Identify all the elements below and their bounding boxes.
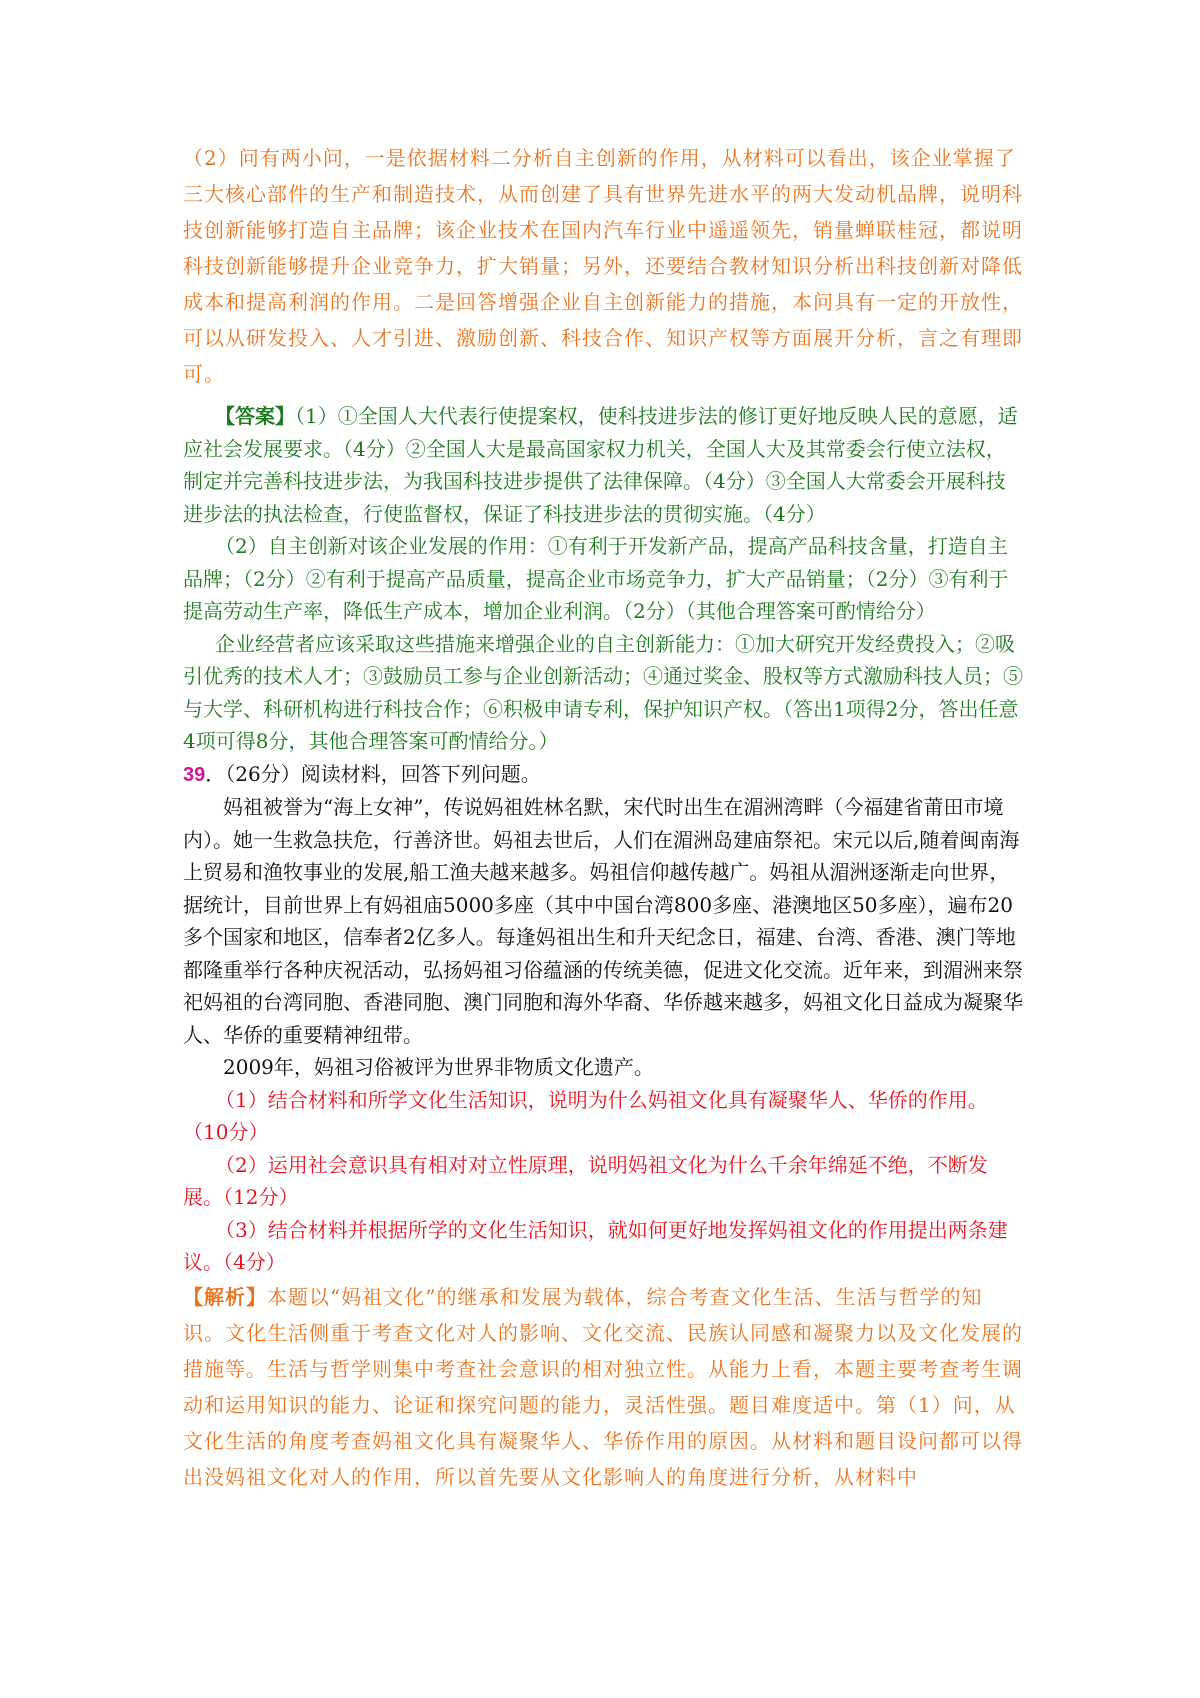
- answer-part1-text: （1）①全国人大代表行使提案权，使科技进步法的修订更好地反映人民的意愿，适应社会发展要求。（4分）②全国人大是最高国家权力机关，全国人大及其常委会行使立法权，制定并完善科技进步法，为我国科技进步提供了法律保障。（4分）③全国人大常委会开展科技进步法的执法检查，行使监督权，保证了科技进步法的贯彻实施。（4分）: [183, 404, 1018, 526]
- answer-label: 【答案】: [215, 404, 295, 428]
- question-header-text: ．（26分）阅读材料，回答下列问题。: [205, 761, 541, 786]
- question-section: [183, 758, 1023, 1084]
- question-number: 39: [183, 763, 206, 786]
- question-material1: 妈祖被誉为“海上女神”，传说妈祖姓林名默，宋代时出生在湄洲湾畔（今福建省莆田市境内）。她一生救急扶危，行善济世。妈祖去世后，人们在湄洲岛建庙祭祀。宋元以后,随着闽南海上贸易和渔牧事业的发展,船工渔夫越来越多。妈祖信仰越传越广。妈祖从湄洲逐渐走向世界，据统计，目前世界上有妈祖庙5000多座（其中中国台湾800多座、港澳地区50多座），遍布20多个国家和地区，信奉者2亿多人。每逢妈祖出生和升天纪念日，福建、台湾、香港、澳门等地都隆重举行各种庆祝活动，弘扬妈祖习俗蕴涵的传统美德，促进文化交流。近年来，到湄洲来祭祀妈祖的台湾同胞、香港同胞、澳门同胞和海外华裔、华侨越来越多，妈祖文化日益成为凝聚华人、华侨的重要精神纽带。: [183, 795, 1023, 1047]
- analysis2-paragraph: [183, 1279, 1023, 1495]
- analysis-section-part2: [183, 140, 1023, 392]
- answer-part1: [183, 400, 1023, 530]
- analysis2-section: [183, 1279, 1023, 1495]
- question-subquestions: [183, 1084, 1023, 1279]
- answer-part3: 企业经营者应该采取这些措施来增强企业的自主创新能力：①加大研究开发经费投入；②吸引优秀的技术人才；③鼓励员工参与企业创新活动；④通过奖金、股权等方式激励科技人员；⑤与大学、科研机构进行科技合作；⑥积极申请专利，保护知识产权。（答出1项得2分，答出任意4项可得8分，其他合理答案可酌情给分。）: [183, 631, 1023, 753]
- question-header: [183, 758, 1023, 792]
- analysis2-label: 【解析】: [183, 1284, 267, 1309]
- analysis2-text: 本题以“妈祖文化”的继承和发展为载体，综合考查文化生活、生活与哲学的知识。文化生活侧重于考查文化对人的影响、文化交流、民族认同感和凝聚力以及文化发展的措施等。生活与哲学则集中考查社会意识的相对独立性。从能力上看，本题主要考查考生调动和运用知识的能力、论证和探究问题的能力，灵活性强。题目难度适中。第（1）问，从文化生活的角度考查妈祖文化具有凝聚华人、华侨作用的原因。从材料和题目设问都可以得出没妈祖文化对人的作用，所以首先要从文化影响人的角度进行分析，从材料中: [183, 1284, 1023, 1489]
- answer-section: [183, 400, 1023, 758]
- question-q3: （3）结合材料并根据所学的文化生活知识，就如何更好地发挥妈祖文化的作用提出两条建议。（4分）: [183, 1217, 1008, 1274]
- question-q2: （2）运用社会意识具有相对对立性原理，说明妈祖文化为什么千余年绵延不绝，不断发展。（12分）: [183, 1152, 988, 1209]
- analysis-part2-text: （2）问有两小问，一是依据材料二分析自主创新的作用，从材料可以看出，该企业掌握了三大核心部件的生产和制造技术，从而创建了具有世界先进水平的两大发动机品牌，说明科技创新能够打造自主品牌；该企业技术在国内汽车行业中遥遥领先，销量蝉联桂冠，都说明科技创新能够提升企业竞争力，扩大销量；另外，还要结合教材知识分析出科技创新对降低成本和提高利润的作用。二是回答增强企业自主创新能力的措施，本问具有一定的开放性，可以从研发投入、人才引进、激励创新、科技合作、知识产权等方面展开分析，言之有理即可。: [183, 146, 1023, 386]
- document-page: [183, 140, 1023, 1495]
- answer-part2: （2）自主创新对该企业发展的作用：①有利于开发新产品，提高产品科技含量，打造自主品牌；（2分）②有利于提高产品质量，提高企业市场竞争力，扩大产品销量；（2分）③有利于提高劳动生产率，降低生产成本，增加企业利润。（2分）（其他合理答案可酌情给分）: [183, 534, 1009, 623]
- question-material2: 2009年，妈祖习俗被评为世界非物质文化遗产。: [223, 1055, 654, 1079]
- question-q1: （1）结合材料和所学文化生活知识，说明为什么妈祖文化具有凝聚华人、华侨的作用。（10分）: [183, 1087, 988, 1144]
